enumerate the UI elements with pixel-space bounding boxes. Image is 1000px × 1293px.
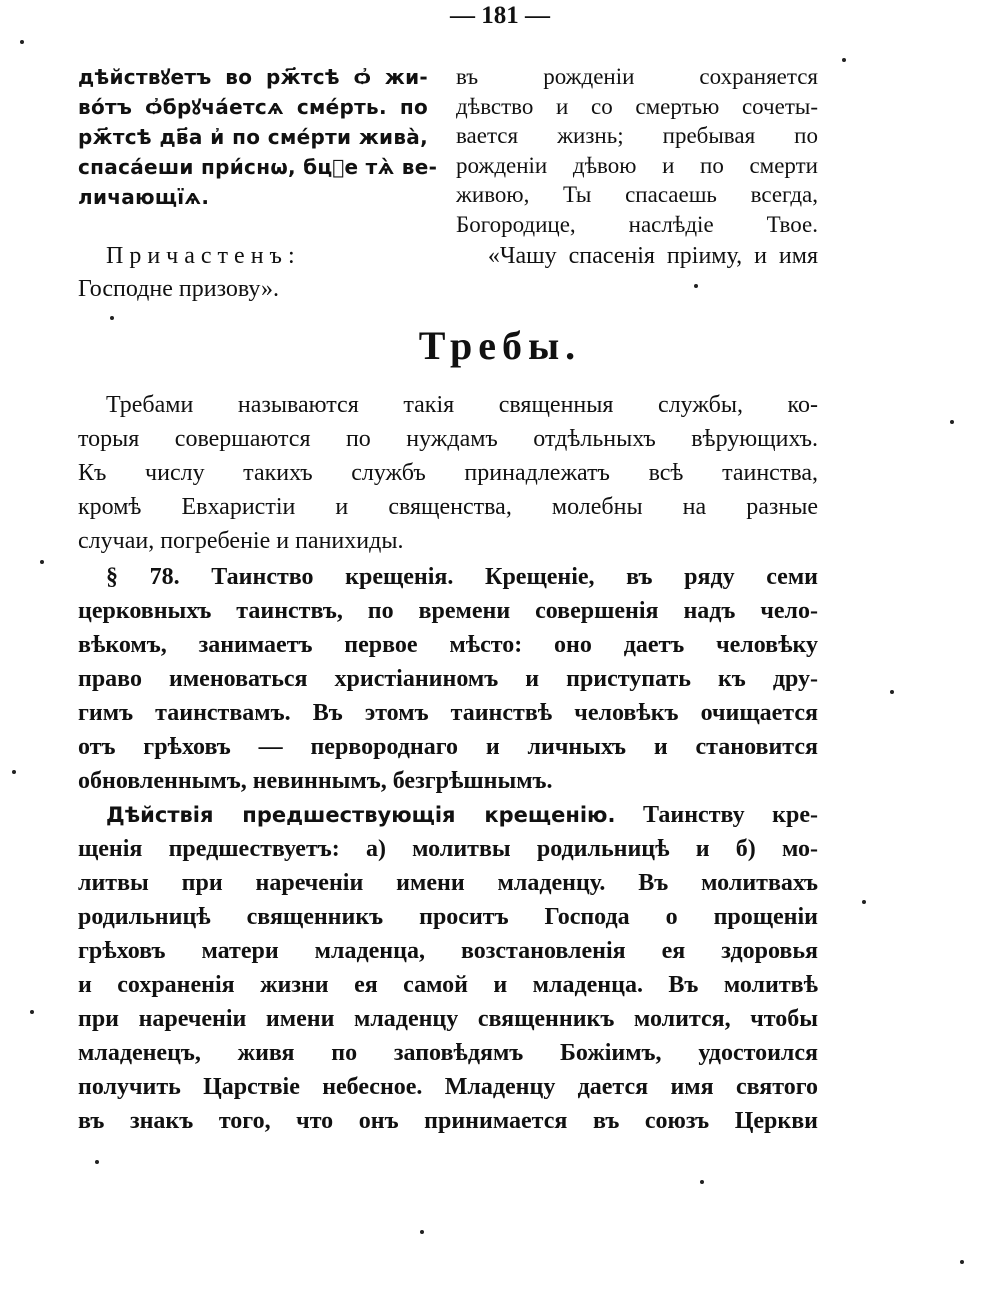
scan-speck <box>950 420 954 424</box>
scan-speck <box>420 1230 424 1234</box>
scan-speck <box>960 1260 964 1264</box>
scan-speck <box>40 560 44 564</box>
paragraph-line: и сохраненія жизни ея самой и младенца. Въ молитвѣ <box>78 972 818 998</box>
slavonic-line: во́тъ ѻ҆брꙋча́етсѧ сме́рть. по <box>78 95 428 119</box>
russian-line: живою, Ты спасаешь всегда, <box>456 182 818 207</box>
scan-speck <box>694 284 698 288</box>
slavonic-column <box>78 62 438 212</box>
paragraph-intro <box>78 388 818 558</box>
slavonic-line: личающїѧ. <box>78 185 210 209</box>
paragraph-line: въ знакъ того, что онъ принимается въ союзъ Церкви <box>78 1108 818 1134</box>
scan-speck <box>700 1180 704 1184</box>
scan-speck <box>30 1010 34 1014</box>
scan-speck <box>20 40 24 44</box>
paragraph-line: право именоваться христіаниномъ и приступать къ дру- <box>78 666 818 692</box>
paragraph-line: родильницѣ священникъ проситъ Господа о прощеніи <box>78 904 818 930</box>
paragraph-line: обновленнымъ, невиннымъ, безгрѣшнымъ. <box>78 768 553 794</box>
russian-line: рожденіи дѣвою и по смерти <box>456 152 818 178</box>
prichasten-text-line: «Чашу спасенія пріиму, и имя <box>487 243 818 269</box>
paragraph-line: гимъ таинствамъ. Въ этомъ таинствѣ человѣкъ очищается <box>78 700 818 726</box>
prichasten-text-line: Господне призову». <box>78 276 280 302</box>
paragraph-line: торыя совершаются по нуждамъ отдѣльныхъ вѣрующихъ. <box>78 426 818 452</box>
scan-speck <box>842 58 846 62</box>
scan-speck <box>12 770 16 774</box>
troparion-two-columns <box>78 62 818 242</box>
russian-line: вается жизнь; пребывая по <box>456 123 818 148</box>
russian-line: Богородице, наслѣдіе Твое. <box>456 211 818 237</box>
paragraph-baptism <box>78 560 818 798</box>
paragraph-line: Къ числу такихъ службъ принадлежатъ всѣ таинства, <box>78 460 818 486</box>
paragraph-preceding-actions <box>78 798 818 1138</box>
scan-speck <box>890 690 894 694</box>
paragraph-line: при нареченіи имени младенцу священникъ молится, чтобы <box>78 1006 818 1032</box>
paragraph-line: кромѣ Евхаристіи и священства, молебны на разные <box>78 494 818 520</box>
paragraph-line: случаи, погребеніе и панихиды. <box>78 528 404 554</box>
page-number: — 181 — <box>450 2 550 29</box>
prichasten-verse <box>78 240 818 306</box>
paragraph-line: Требами называются такія священныя службы, ко- <box>106 392 818 418</box>
paragraph-line: литвы при нареченіи имени младенцу. Въ молитвахъ <box>78 870 818 896</box>
russian-line: въ рожденіи сохраняется <box>456 64 818 89</box>
paragraph-line: грѣховъ матери младенца, возстановленія ея здоровья <box>78 938 818 964</box>
scan-speck <box>95 1160 99 1164</box>
slavonic-line: рж҃тсѣ дв҃а и҆ по сме́рти жива̀, <box>78 125 428 149</box>
paragraph-line: вѣкомъ, занимаетъ первое мѣсто: оно даетъ человѣку <box>78 632 818 658</box>
russian-column <box>456 62 818 239</box>
russian-line: дѣвство и со смертью сочеты- <box>456 93 818 119</box>
prichasten-label: Причастенъ: <box>106 243 301 269</box>
paragraph-line: церковныхъ таинствъ, по времени совершенія надъ чело- <box>78 598 818 624</box>
scan-speck <box>110 316 114 320</box>
scan-speck <box>862 900 866 904</box>
paragraph-heading: § 78. Таинство крещенія. <box>106 564 454 590</box>
paragraph-line: Таинству кре- <box>615 802 818 828</box>
paragraph-line: щенія предшествуетъ: а) молитвы родильницѣ и б) мо- <box>78 836 818 862</box>
paragraph-heading: Дѣйствія предшествующія крещенію. <box>106 803 616 827</box>
paragraph-line: отъ грѣховъ — первороднаго и личныхъ и становится <box>78 734 818 760</box>
paragraph-line: Крещеніе, въ ряду семи <box>453 564 818 590</box>
slavonic-line: спаса́еши при́снѡ, бцⷣе тѧ̀ ве- <box>78 155 438 179</box>
paragraph-line: получить Царствіе небесное. Младенцу дается имя святого <box>78 1074 818 1100</box>
paragraph-line: младенецъ, живя по заповѣдямъ Божіимъ, удостоился <box>78 1040 818 1066</box>
section-title: Требы. <box>418 323 582 368</box>
slavonic-line: дѣйствꙋетъ во рж҃тсѣ ѻ҆ жи- <box>78 65 428 89</box>
